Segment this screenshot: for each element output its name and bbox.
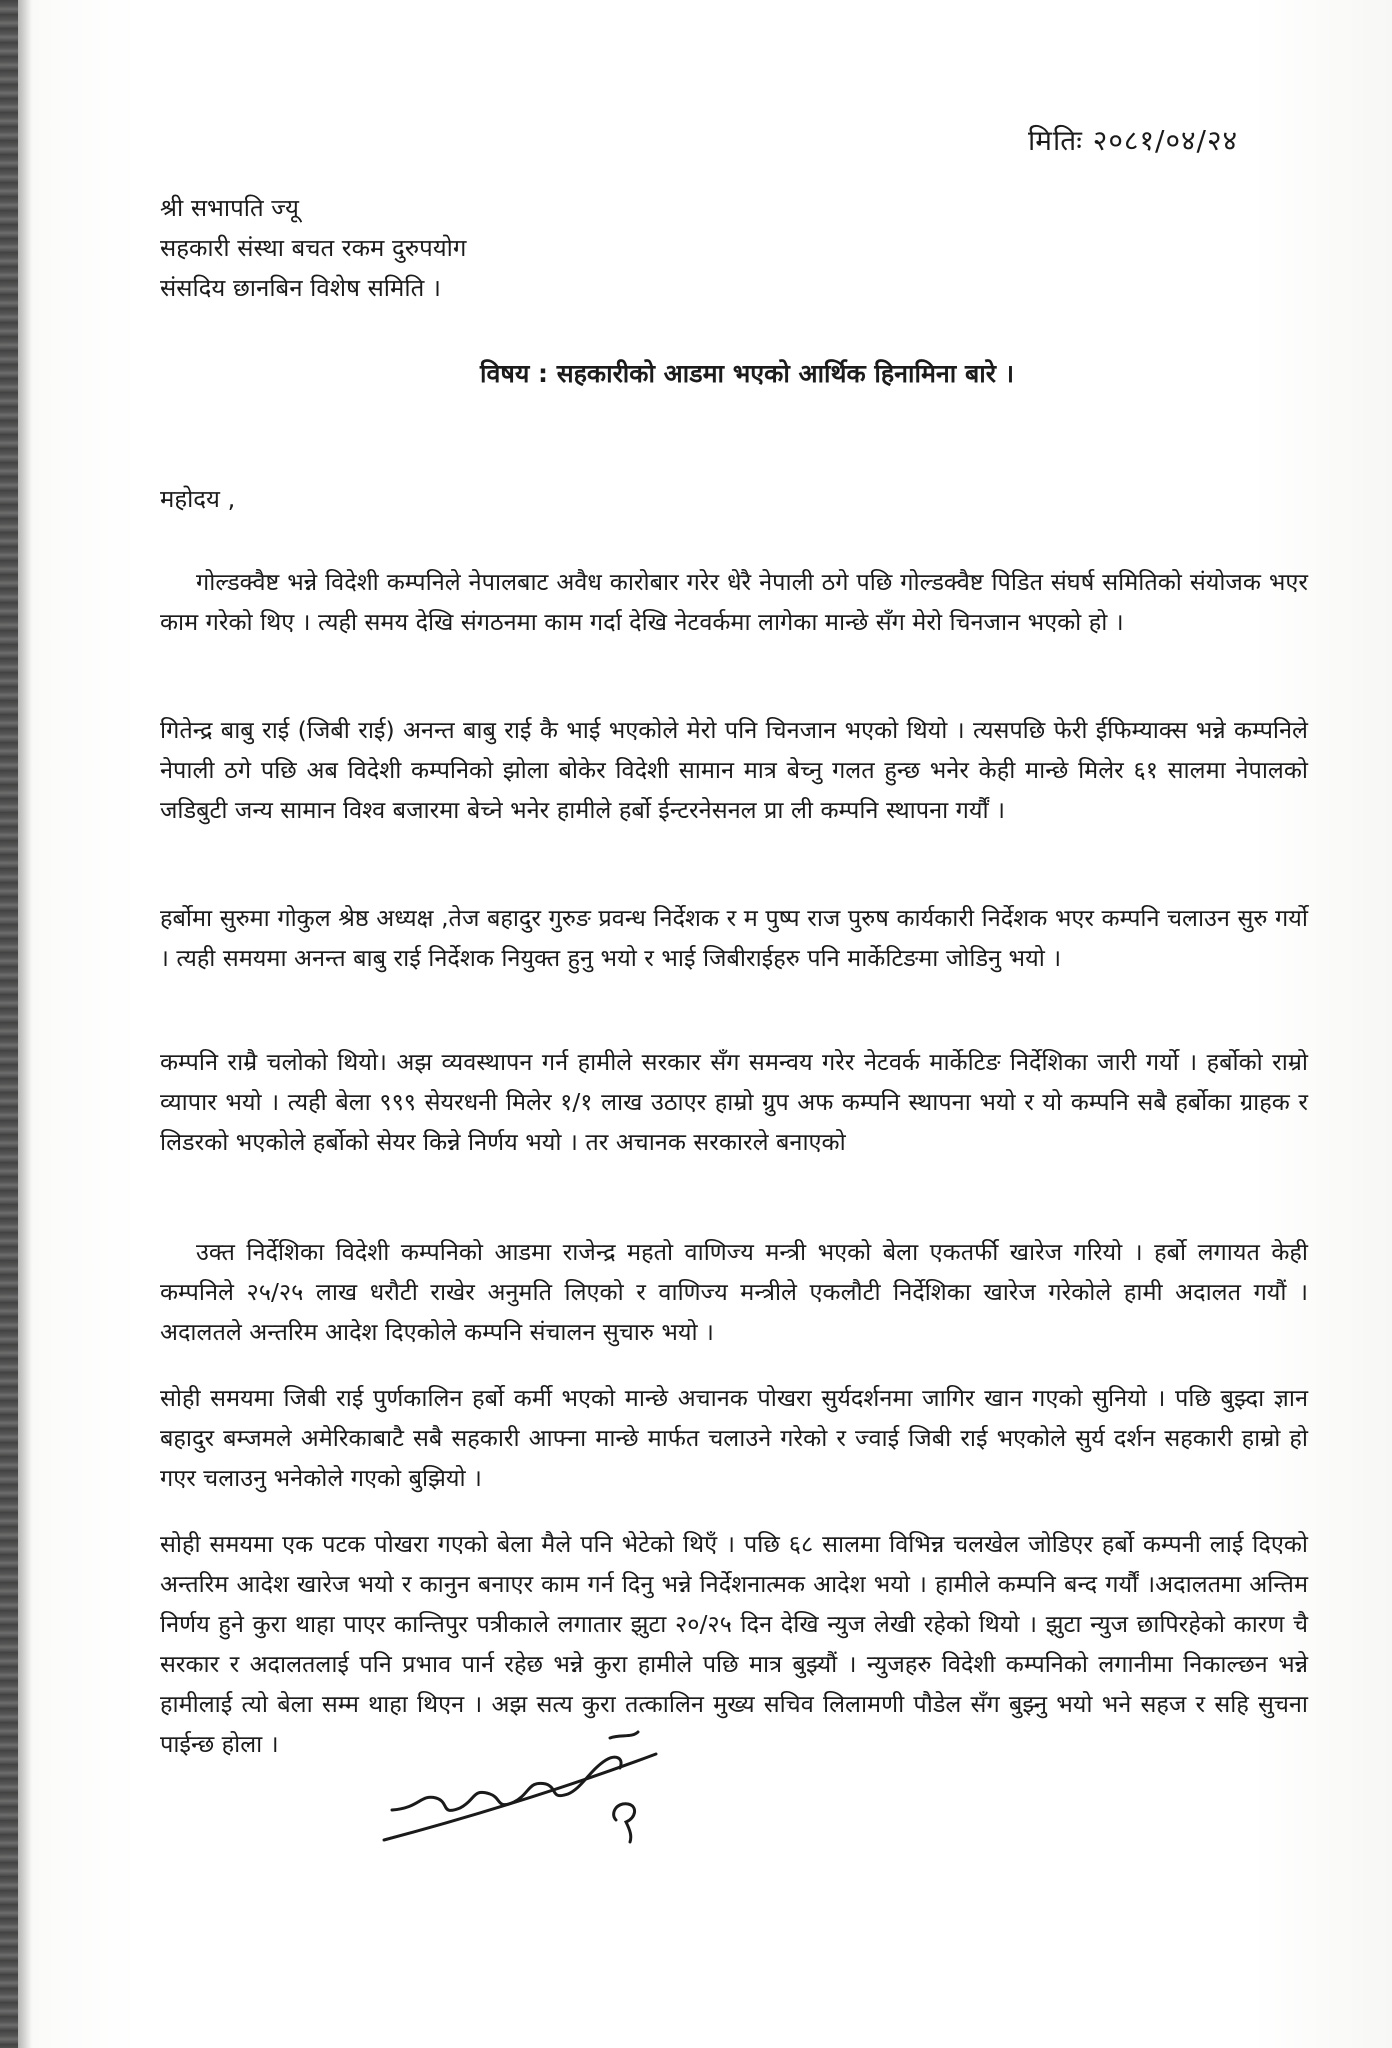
recipient-line: सहकारी संस्था बचत रकम दुरुपयोग — [160, 234, 467, 262]
letter-salutation: महोदय , — [160, 485, 236, 513]
body-paragraph: कम्पनि राम्रै चलोको थियो। अझ व्यवस्थापन गर्न हामीले सरकार सँग समन्वय गरेर नेटवर्क मार्केटिङ निर्देशिका जारी गर्यो । हर्बोको राम्रो व्यापार भयो । त्यही बेला ९९९ सेयरधनी मिलेर १/१ लाख उठाएर हाम्रो ग्रुप अफ कम्पनि स्थापना भयो र यो कम्पनि सबै हर्बोका ग्राहक र लिडरको भएकोले हर्बोको सेयर किन्ने निर्णय भयो । तर अचानक सरकारले बनाएको — [160, 1048, 1308, 1156]
body-paragraph: गोल्डक्वैष्ट भन्ने विदेशी कम्पनिले नेपालबाट अवैध कारोबार गरेर धेरै नेपाली ठगे पछि गोल्डक्वैष्ट पिडित संघर्ष समितिको संयोजक भएर काम गरेको थिए । त्यही समय देखि संगठनमा काम गर्दा देखि नेटवर्कमा लागेका मान्छे सँग मेरो चिनजान भएको हो । — [160, 568, 1308, 636]
recipient-line: श्री सभापति ज्यू — [160, 194, 299, 222]
body-paragraph: सोही समयमा जिबी राई पुर्णकालिन हर्बो कर्मी भएको मान्छे अचानक पोखरा सुर्यदर्शनमा जागिर खान गएको सुनियो । पछि बुझ्दा ज्ञान बहादुर बम्जमले अमेरिकाबाटै सबै सहकारी आफ्ना मान्छे मार्फत चलाउने गरेको र ज्वाई जिबी राई भएकोले सुर्य दर्शन सहकारी हाम्रो हो गएर चलाउनु भनेकोले गएको बुझियो । — [160, 1384, 1308, 1492]
body-paragraph: उक्त निर्देशिका विदेशी कम्पनिको आडमा राजेन्द्र महतो वाणिज्य मन्त्री भएको बेला एकतर्फी खारेज गरियो । हर्बो लगायत केही कम्पनिले २५/२५ लाख धरौटी राखेर अनुमति लिएको र वाणिज्य मन्त्रीले एकलौटी निर्देशिका खारेज गरेकोले हामी अदालत गयौं । अदालतले अन्तरिम आदेश दिएकोले कम्पनि संचालन सुचारु भयो । — [160, 1238, 1308, 1346]
recipient-block — [160, 188, 466, 308]
scan-edge — [0, 0, 18, 2048]
letter-subject: विषय : सहकारीको आडमा भएको आर्थिक हिनामिना बारे । — [480, 359, 1015, 388]
body-paragraph: गितेन्द्र बाबु राई (जिबी राई) अनन्त बाबु राई कै भाई भएकोले मेरो पनि चिनजान भएको थियो । त्यसपछि फेरी ईफिम्याक्स भन्ने कम्पनिले नेपाली ठगे पछि अब विदेशी कम्पनिको झोला बोकेर विदेशी सामान मात्र बेच्नु गलत हुन्छ भनेर केही मान्छे मिलेर ६१ सालमा नेपालको जडिबुटी जन्य सामान विश्व बजारमा बेच्ने भनेर हामीले हर्बो ईन्टरनेसनल प्रा ली कम्पनि स्थापना गर्यौं । — [160, 716, 1308, 824]
body-paragraph: सोही समयमा एक पटक पोखरा गएको बेला मैले पनि भेटेको थिएँ । पछि ६८ सालमा विभिन्न चलखेल जोडिएर हर्बो कम्पनी लाई दिएको अन्तरिम आदेश खारेज भयो र कानुन बनाएर काम गर्न दिनु भन्ने निर्देशनात्मक आदेश भयो । हामीले कम्पनि बन्द गर्यौं ।अदालतमा अन्तिम निर्णय हुने कुरा थाहा पाएर कान्तिपुर पत्रीकाले लगातार झुटा २०/२५ दिन देखि न्युज लेखी रहेको थियो । झुटा न्युज छापिरहेको कारण चै सरकार र अदालतलाई पनि प्रभाव पार्न रहेछ भन्ने कुरा हामीले पछि मात्र बुझ्यौं । न्युजहरु विदेशी कम्पनिको लगानीमा निकाल्छन भन्ने हामीलाई त्यो बेला सम्म थाहा थिएन । अझ सत्य कुरा तत्कालिन मुख्य सचिव लिलामणी पौडेल सँग बुझ्नु भयो भने सहज र सहि सुचना पाईन्छ होला । — [160, 1530, 1308, 1758]
letter-date: मितिः २०८१/०४/२४ — [1028, 124, 1239, 157]
scan-edge-shadow — [18, 0, 32, 2048]
body-paragraph: हर्बोमा सुरुमा गोकुल श्रेष्ठ अध्यक्ष ,तेज बहादुर गुरुङ प्रवन्ध निर्देशक र म पुष्प राज पुरुष कार्यकारी निर्देशक भएर कम्पनि चलाउन सुरु गर्यो । त्यही समयमा अनन्त बाबु राई निर्देशक नियुक्त हुनु भयो र भाई जिबीराईहरु पनि मार्केटिङमा जोडिनु भयो । — [160, 904, 1308, 972]
handwritten-signature — [380, 1724, 680, 1844]
recipient-line: संसदिय छानबिन विशेष समिति । — [160, 274, 441, 302]
